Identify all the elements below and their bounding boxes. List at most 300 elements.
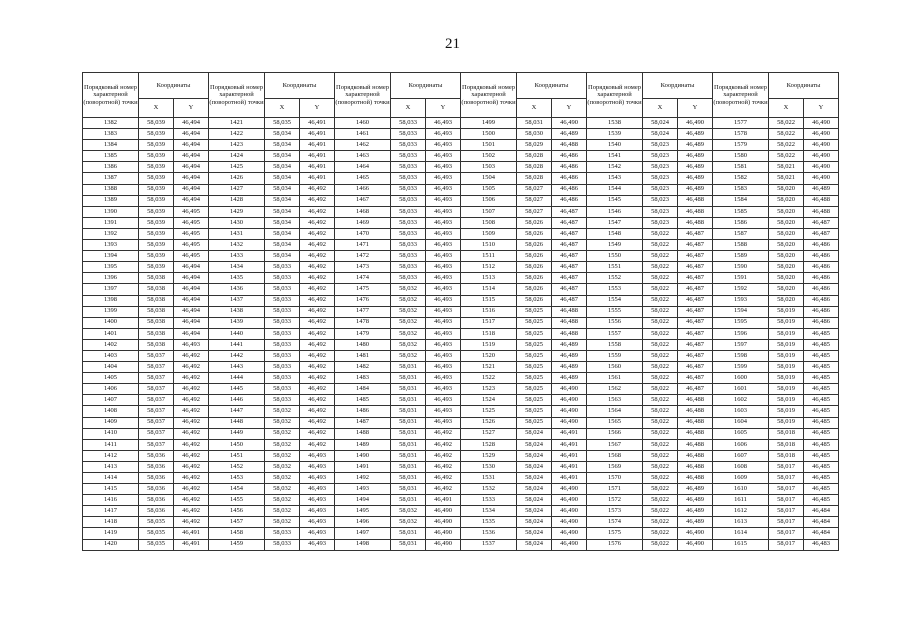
point-number-cell: 1446 bbox=[209, 395, 265, 406]
x-cell: 58,034 bbox=[265, 195, 300, 206]
x-cell: 58,037 bbox=[139, 428, 174, 439]
y-cell: 46,487 bbox=[678, 228, 713, 239]
point-number-header: Порядковый номер характерной (поворотной) точки bbox=[209, 73, 265, 118]
y-cell: 46,493 bbox=[426, 173, 461, 184]
x-cell: 58,025 bbox=[517, 362, 552, 373]
point-number-cell: 1570 bbox=[587, 473, 643, 484]
x-header: X bbox=[139, 99, 174, 118]
point-number-cell: 1577 bbox=[713, 118, 769, 129]
y-cell: 46,492 bbox=[174, 373, 209, 384]
table-row bbox=[83, 173, 839, 184]
point-number-cell: 1449 bbox=[209, 428, 265, 439]
table-row bbox=[83, 495, 839, 506]
x-cell: 58,024 bbox=[517, 528, 552, 539]
x-cell: 58,023 bbox=[643, 140, 678, 151]
y-cell: 46,493 bbox=[426, 251, 461, 262]
y-cell: 46,487 bbox=[678, 251, 713, 262]
table-row bbox=[83, 417, 839, 428]
x-cell: 58,037 bbox=[139, 417, 174, 428]
x-cell: 58,035 bbox=[265, 118, 300, 129]
x-cell: 58,024 bbox=[517, 428, 552, 439]
y-cell: 46,493 bbox=[426, 195, 461, 206]
y-cell: 46,487 bbox=[552, 217, 587, 228]
x-cell: 58,033 bbox=[391, 240, 426, 251]
y-cell: 46,495 bbox=[174, 251, 209, 262]
point-number-cell: 1394 bbox=[83, 251, 139, 262]
x-cell: 58,022 bbox=[643, 251, 678, 262]
x-cell: 58,039 bbox=[139, 140, 174, 151]
y-cell: 46,493 bbox=[300, 528, 335, 539]
y-cell: 46,491 bbox=[552, 439, 587, 450]
table-row bbox=[83, 306, 839, 317]
x-cell: 58,030 bbox=[517, 129, 552, 140]
y-cell: 46,489 bbox=[552, 373, 587, 384]
y-cell: 46,494 bbox=[174, 195, 209, 206]
point-number-cell: 1568 bbox=[587, 450, 643, 461]
y-cell: 46,493 bbox=[426, 228, 461, 239]
y-cell: 46,493 bbox=[300, 450, 335, 461]
point-number-cell: 1561 bbox=[587, 373, 643, 384]
point-number-cell: 1383 bbox=[83, 129, 139, 140]
y-cell: 46,488 bbox=[678, 195, 713, 206]
y-cell: 46,484 bbox=[804, 506, 839, 517]
point-number-cell: 1461 bbox=[335, 129, 391, 140]
point-number-cell: 1466 bbox=[335, 184, 391, 195]
table-row bbox=[83, 461, 839, 472]
y-cell: 46,487 bbox=[678, 339, 713, 350]
point-number-cell: 1447 bbox=[209, 406, 265, 417]
y-cell: 46,493 bbox=[426, 317, 461, 328]
point-number-cell: 1433 bbox=[209, 251, 265, 262]
y-cell: 46,486 bbox=[804, 317, 839, 328]
y-cell: 46,490 bbox=[552, 118, 587, 129]
y-cell: 46,489 bbox=[678, 517, 713, 528]
y-cell: 46,489 bbox=[678, 162, 713, 173]
y-cell: 46,487 bbox=[678, 362, 713, 373]
x-cell: 58,023 bbox=[643, 151, 678, 162]
x-cell: 58,033 bbox=[391, 184, 426, 195]
x-cell: 58,022 bbox=[643, 295, 678, 306]
point-number-cell: 1418 bbox=[83, 517, 139, 528]
point-number-cell: 1407 bbox=[83, 395, 139, 406]
x-cell: 58,026 bbox=[517, 262, 552, 273]
x-cell: 58,022 bbox=[643, 406, 678, 417]
x-cell: 58,022 bbox=[643, 539, 678, 550]
point-number-cell: 1401 bbox=[83, 328, 139, 339]
table-row bbox=[83, 506, 839, 517]
y-cell: 46,485 bbox=[804, 450, 839, 461]
y-cell: 46,488 bbox=[678, 395, 713, 406]
table-row bbox=[83, 162, 839, 173]
y-cell: 46,485 bbox=[804, 339, 839, 350]
point-number-cell: 1514 bbox=[461, 284, 517, 295]
x-cell: 58,022 bbox=[643, 317, 678, 328]
x-cell: 58,034 bbox=[265, 162, 300, 173]
point-number-cell: 1609 bbox=[713, 473, 769, 484]
coordinates-header: Координаты bbox=[265, 73, 335, 99]
y-cell: 46,489 bbox=[678, 506, 713, 517]
point-number-cell: 1502 bbox=[461, 151, 517, 162]
x-cell: 58,033 bbox=[265, 539, 300, 550]
y-cell: 46,494 bbox=[174, 129, 209, 140]
point-number-cell: 1560 bbox=[587, 362, 643, 373]
y-cell: 46,486 bbox=[804, 295, 839, 306]
point-number-header: Порядковый номер характерной (поворотной) точки bbox=[335, 73, 391, 118]
point-number-cell: 1588 bbox=[713, 240, 769, 251]
y-cell: 46,492 bbox=[300, 206, 335, 217]
point-number-cell: 1605 bbox=[713, 428, 769, 439]
point-number-cell: 1542 bbox=[587, 162, 643, 173]
y-cell: 46,488 bbox=[804, 206, 839, 217]
y-cell: 46,492 bbox=[300, 428, 335, 439]
x-cell: 58,025 bbox=[517, 417, 552, 428]
x-cell: 58,038 bbox=[139, 273, 174, 284]
y-cell: 46,492 bbox=[174, 362, 209, 373]
point-number-cell: 1590 bbox=[713, 262, 769, 273]
y-cell: 46,488 bbox=[678, 206, 713, 217]
table-row bbox=[83, 384, 839, 395]
point-number-cell: 1392 bbox=[83, 228, 139, 239]
point-number-cell: 1517 bbox=[461, 317, 517, 328]
x-cell: 58,038 bbox=[139, 328, 174, 339]
table-row bbox=[83, 517, 839, 528]
point-number-cell: 1544 bbox=[587, 184, 643, 195]
x-cell: 58,033 bbox=[265, 295, 300, 306]
point-number-header: Порядковый номер характерной (поворотной) точки bbox=[587, 73, 643, 118]
y-cell: 46,494 bbox=[174, 151, 209, 162]
point-number-cell: 1546 bbox=[587, 206, 643, 217]
point-number-cell: 1513 bbox=[461, 273, 517, 284]
x-cell: 58,038 bbox=[139, 306, 174, 317]
y-cell: 46,485 bbox=[804, 473, 839, 484]
y-cell: 46,486 bbox=[804, 251, 839, 262]
y-cell: 46,492 bbox=[300, 417, 335, 428]
y-cell: 46,495 bbox=[174, 228, 209, 239]
x-cell: 58,031 bbox=[517, 118, 552, 129]
point-number-cell: 1541 bbox=[587, 151, 643, 162]
point-number-cell: 1428 bbox=[209, 195, 265, 206]
x-cell: 58,031 bbox=[391, 395, 426, 406]
y-cell: 46,488 bbox=[804, 195, 839, 206]
point-number-cell: 1602 bbox=[713, 395, 769, 406]
x-cell: 58,033 bbox=[265, 284, 300, 295]
y-cell: 46,490 bbox=[426, 506, 461, 517]
point-number-cell: 1480 bbox=[335, 339, 391, 350]
x-cell: 58,025 bbox=[517, 317, 552, 328]
y-cell: 46,490 bbox=[552, 384, 587, 395]
y-cell: 46,491 bbox=[300, 162, 335, 173]
y-cell: 46,489 bbox=[678, 173, 713, 184]
point-number-cell: 1591 bbox=[713, 273, 769, 284]
x-cell: 58,020 bbox=[769, 262, 804, 273]
x-header: X bbox=[265, 99, 300, 118]
table-row bbox=[83, 140, 839, 151]
x-cell: 58,033 bbox=[391, 118, 426, 129]
x-cell: 58,033 bbox=[265, 306, 300, 317]
x-cell: 58,024 bbox=[517, 439, 552, 450]
y-cell: 46,494 bbox=[174, 173, 209, 184]
y-cell: 46,485 bbox=[804, 328, 839, 339]
y-cell: 46,488 bbox=[552, 328, 587, 339]
y-cell: 46,493 bbox=[300, 517, 335, 528]
y-cell: 46,486 bbox=[804, 262, 839, 273]
x-cell: 58,037 bbox=[139, 362, 174, 373]
x-cell: 58,019 bbox=[769, 339, 804, 350]
point-number-cell: 1595 bbox=[713, 317, 769, 328]
point-number-cell: 1470 bbox=[335, 228, 391, 239]
x-cell: 58,039 bbox=[139, 162, 174, 173]
y-cell: 46,485 bbox=[804, 395, 839, 406]
y-cell: 46,486 bbox=[552, 173, 587, 184]
point-number-cell: 1465 bbox=[335, 173, 391, 184]
x-cell: 58,037 bbox=[139, 406, 174, 417]
x-cell: 58,032 bbox=[265, 450, 300, 461]
y-cell: 46,488 bbox=[678, 417, 713, 428]
y-cell: 46,492 bbox=[426, 450, 461, 461]
x-cell: 58,038 bbox=[139, 317, 174, 328]
y-cell: 46,486 bbox=[804, 240, 839, 251]
y-cell: 46,489 bbox=[678, 140, 713, 151]
point-number-cell: 1452 bbox=[209, 461, 265, 472]
point-number-cell: 1478 bbox=[335, 317, 391, 328]
x-cell: 58,024 bbox=[517, 506, 552, 517]
x-cell: 58,018 bbox=[769, 428, 804, 439]
point-number-cell: 1424 bbox=[209, 151, 265, 162]
y-cell: 46,487 bbox=[552, 273, 587, 284]
x-cell: 58,036 bbox=[139, 461, 174, 472]
x-cell: 58,032 bbox=[391, 306, 426, 317]
x-cell: 58,039 bbox=[139, 262, 174, 273]
y-cell: 46,487 bbox=[552, 262, 587, 273]
point-number-cell: 1488 bbox=[335, 428, 391, 439]
y-cell: 46,493 bbox=[426, 206, 461, 217]
y-cell: 46,487 bbox=[678, 273, 713, 284]
y-cell: 46,483 bbox=[804, 539, 839, 550]
y-cell: 46,485 bbox=[804, 362, 839, 373]
y-cell: 46,493 bbox=[426, 273, 461, 284]
x-cell: 58,022 bbox=[643, 495, 678, 506]
x-cell: 58,017 bbox=[769, 473, 804, 484]
point-number-cell: 1501 bbox=[461, 140, 517, 151]
point-number-cell: 1594 bbox=[713, 306, 769, 317]
point-number-cell: 1457 bbox=[209, 517, 265, 528]
x-cell: 58,032 bbox=[391, 317, 426, 328]
x-cell: 58,031 bbox=[391, 362, 426, 373]
x-cell: 58,022 bbox=[769, 129, 804, 140]
point-number-cell: 1615 bbox=[713, 539, 769, 550]
x-cell: 58,025 bbox=[517, 406, 552, 417]
x-cell: 58,032 bbox=[265, 461, 300, 472]
point-number-cell: 1503 bbox=[461, 162, 517, 173]
y-cell: 46,492 bbox=[300, 240, 335, 251]
header-row bbox=[83, 73, 839, 99]
point-number-cell: 1498 bbox=[335, 539, 391, 550]
y-cell: 46,495 bbox=[174, 206, 209, 217]
point-number-cell: 1386 bbox=[83, 162, 139, 173]
point-number-cell: 1579 bbox=[713, 140, 769, 151]
y-cell: 46,487 bbox=[804, 217, 839, 228]
y-cell: 46,491 bbox=[552, 473, 587, 484]
x-cell: 58,028 bbox=[517, 173, 552, 184]
y-cell: 46,490 bbox=[804, 162, 839, 173]
point-number-cell: 1583 bbox=[713, 184, 769, 195]
x-cell: 58,039 bbox=[139, 129, 174, 140]
y-cell: 46,493 bbox=[300, 539, 335, 550]
y-cell: 46,491 bbox=[552, 450, 587, 461]
x-cell: 58,033 bbox=[265, 339, 300, 350]
table-row bbox=[83, 317, 839, 328]
point-number-cell: 1432 bbox=[209, 240, 265, 251]
y-cell: 46,494 bbox=[174, 295, 209, 306]
table-row bbox=[83, 473, 839, 484]
x-cell: 58,033 bbox=[391, 262, 426, 273]
x-cell: 58,034 bbox=[265, 217, 300, 228]
x-cell: 58,033 bbox=[391, 228, 426, 239]
x-cell: 58,026 bbox=[517, 251, 552, 262]
x-cell: 58,032 bbox=[265, 439, 300, 450]
x-cell: 58,022 bbox=[643, 228, 678, 239]
x-cell: 58,025 bbox=[517, 339, 552, 350]
y-cell: 46,485 bbox=[804, 428, 839, 439]
point-number-cell: 1558 bbox=[587, 339, 643, 350]
x-cell: 58,033 bbox=[391, 251, 426, 262]
x-cell: 58,036 bbox=[139, 450, 174, 461]
y-cell: 46,493 bbox=[426, 129, 461, 140]
point-number-cell: 1448 bbox=[209, 417, 265, 428]
x-cell: 58,024 bbox=[517, 495, 552, 506]
x-cell: 58,020 bbox=[769, 295, 804, 306]
table-row bbox=[83, 528, 839, 539]
table-row bbox=[83, 539, 839, 550]
table-row bbox=[83, 328, 839, 339]
point-number-cell: 1586 bbox=[713, 217, 769, 228]
point-number-cell: 1614 bbox=[713, 528, 769, 539]
page-number: 21 bbox=[445, 36, 460, 52]
x-cell: 58,031 bbox=[391, 473, 426, 484]
y-cell: 46,488 bbox=[552, 317, 587, 328]
x-cell: 58,038 bbox=[139, 339, 174, 350]
point-number-cell: 1601 bbox=[713, 384, 769, 395]
y-cell: 46,492 bbox=[174, 484, 209, 495]
point-number-cell: 1454 bbox=[209, 484, 265, 495]
point-number-cell: 1611 bbox=[713, 495, 769, 506]
y-cell: 46,494 bbox=[174, 162, 209, 173]
point-number-cell: 1567 bbox=[587, 439, 643, 450]
point-number-cell: 1585 bbox=[713, 206, 769, 217]
point-number-cell: 1569 bbox=[587, 461, 643, 472]
x-cell: 58,039 bbox=[139, 240, 174, 251]
y-cell: 46,486 bbox=[804, 306, 839, 317]
y-cell: 46,490 bbox=[804, 140, 839, 151]
point-number-cell: 1596 bbox=[713, 328, 769, 339]
y-cell: 46,487 bbox=[678, 328, 713, 339]
x-cell: 58,023 bbox=[643, 195, 678, 206]
x-cell: 58,027 bbox=[517, 184, 552, 195]
x-cell: 58,019 bbox=[769, 362, 804, 373]
y-cell: 46,492 bbox=[300, 295, 335, 306]
x-cell: 58,033 bbox=[265, 273, 300, 284]
x-cell: 58,024 bbox=[643, 129, 678, 140]
point-number-cell: 1572 bbox=[587, 495, 643, 506]
point-number-cell: 1426 bbox=[209, 173, 265, 184]
x-cell: 58,033 bbox=[391, 162, 426, 173]
x-cell: 58,031 bbox=[391, 417, 426, 428]
point-number-cell: 1533 bbox=[461, 495, 517, 506]
point-number-cell: 1491 bbox=[335, 461, 391, 472]
y-cell: 46,492 bbox=[174, 506, 209, 517]
x-cell: 58,033 bbox=[391, 206, 426, 217]
table-row bbox=[83, 295, 839, 306]
y-cell: 46,492 bbox=[300, 251, 335, 262]
point-number-cell: 1455 bbox=[209, 495, 265, 506]
point-number-cell: 1444 bbox=[209, 373, 265, 384]
point-number-cell: 1420 bbox=[83, 539, 139, 550]
y-cell: 46,493 bbox=[426, 417, 461, 428]
x-cell: 58,022 bbox=[643, 362, 678, 373]
y-cell: 46,492 bbox=[300, 306, 335, 317]
y-cell: 46,492 bbox=[300, 184, 335, 195]
point-number-cell: 1587 bbox=[713, 228, 769, 239]
x-cell: 58,025 bbox=[517, 328, 552, 339]
y-cell: 46,492 bbox=[300, 273, 335, 284]
y-cell: 46,492 bbox=[426, 461, 461, 472]
point-number-cell: 1524 bbox=[461, 395, 517, 406]
point-number-cell: 1534 bbox=[461, 506, 517, 517]
x-cell: 58,032 bbox=[391, 328, 426, 339]
y-cell: 46,490 bbox=[426, 539, 461, 550]
point-number-cell: 1471 bbox=[335, 240, 391, 251]
point-number-cell: 1442 bbox=[209, 350, 265, 361]
point-number-cell: 1403 bbox=[83, 350, 139, 361]
point-number-cell: 1550 bbox=[587, 251, 643, 262]
x-cell: 58,022 bbox=[769, 140, 804, 151]
x-cell: 58,037 bbox=[139, 373, 174, 384]
x-cell: 58,033 bbox=[391, 140, 426, 151]
point-number-cell: 1437 bbox=[209, 295, 265, 306]
point-number-cell: 1593 bbox=[713, 295, 769, 306]
table-row bbox=[83, 273, 839, 284]
x-cell: 58,023 bbox=[643, 173, 678, 184]
point-number-cell: 1411 bbox=[83, 439, 139, 450]
y-cell: 46,487 bbox=[678, 350, 713, 361]
y-cell: 46,494 bbox=[174, 184, 209, 195]
x-cell: 58,017 bbox=[769, 484, 804, 495]
y-cell: 46,492 bbox=[174, 439, 209, 450]
point-number-cell: 1399 bbox=[83, 306, 139, 317]
point-number-cell: 1393 bbox=[83, 240, 139, 251]
point-number-cell: 1453 bbox=[209, 473, 265, 484]
y-cell: 46,487 bbox=[552, 206, 587, 217]
y-cell: 46,494 bbox=[174, 284, 209, 295]
y-cell: 46,492 bbox=[300, 195, 335, 206]
point-number-cell: 1499 bbox=[461, 118, 517, 129]
y-cell: 46,492 bbox=[426, 439, 461, 450]
x-cell: 58,034 bbox=[265, 140, 300, 151]
x-cell: 58,026 bbox=[517, 284, 552, 295]
x-cell: 58,019 bbox=[769, 317, 804, 328]
point-number-cell: 1415 bbox=[83, 484, 139, 495]
point-number-cell: 1474 bbox=[335, 273, 391, 284]
point-number-cell: 1436 bbox=[209, 284, 265, 295]
x-cell: 58,023 bbox=[643, 162, 678, 173]
x-cell: 58,033 bbox=[265, 362, 300, 373]
x-cell: 58,032 bbox=[265, 428, 300, 439]
point-number-cell: 1422 bbox=[209, 129, 265, 140]
y-cell: 46,493 bbox=[426, 362, 461, 373]
point-number-cell: 1417 bbox=[83, 506, 139, 517]
coordinates-table bbox=[82, 72, 839, 551]
point-number-cell: 1551 bbox=[587, 262, 643, 273]
